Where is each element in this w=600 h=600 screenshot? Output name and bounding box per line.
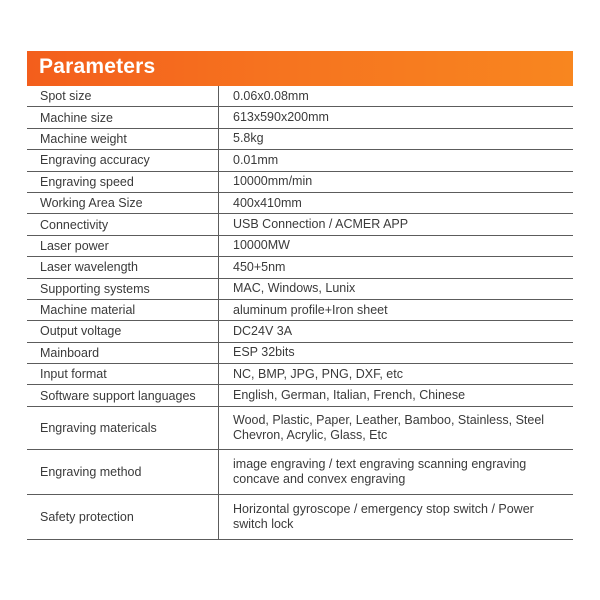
table-row: [27, 86, 573, 107]
row-label: Mainboard: [27, 343, 219, 363]
table-row: [27, 150, 573, 171]
row-value: DC24V 3A: [233, 323, 293, 338]
table-row: [27, 364, 573, 385]
row-label: Working Area Size: [27, 193, 219, 213]
table-row: [27, 407, 573, 450]
row-label: Engraving matericals: [27, 407, 219, 449]
row-label: Machine material: [27, 300, 219, 320]
row-label: Engraving method: [27, 450, 219, 494]
table-row: [27, 385, 573, 406]
row-value: 400x410mm: [233, 195, 302, 210]
row-value: 10000MW: [233, 238, 290, 253]
row-label: Spot size: [27, 86, 219, 106]
parameters-header: [27, 51, 573, 86]
row-value: image engraving / text engraving scanning engraving concave and convex engraving: [233, 456, 527, 486]
row-label: Safety protection: [27, 495, 219, 539]
table-row: [27, 321, 573, 342]
row-label: Engraving speed: [27, 172, 219, 192]
table-row: [27, 279, 573, 300]
row-value: 0.06x0.08mm: [233, 88, 309, 103]
row-value: 613x590x200mm: [233, 110, 329, 125]
row-value: English, German, Italian, French, Chinese: [233, 388, 466, 403]
parameters-table: [27, 86, 573, 540]
row-value: ESP 32bits: [233, 345, 295, 360]
row-label: Supporting systems: [27, 279, 219, 299]
row-label: Laser power: [27, 236, 219, 256]
row-label: Input format: [27, 364, 219, 384]
row-label: Laser wavelength: [27, 257, 219, 277]
row-value: NC, BMP, JPG, PNG, DXF, etc: [233, 366, 403, 381]
row-label: Machine size: [27, 107, 219, 127]
row-label: Engraving accuracy: [27, 150, 219, 170]
table-row: [27, 257, 573, 278]
row-label: Machine weight: [27, 129, 219, 149]
table-row: [27, 495, 573, 540]
table-row: [27, 129, 573, 150]
row-value: Wood, Plastic, Paper, Leather, Bamboo, Stainless, Steel Chevron, Acrylic, Glass, Etc: [233, 412, 545, 442]
table-row: [27, 450, 573, 495]
table-row: [27, 107, 573, 128]
table-row: [27, 236, 573, 257]
row-value: 0.01mm: [233, 152, 279, 167]
page-title: Parameters: [39, 55, 156, 78]
row-value: 5.8kg: [233, 131, 264, 146]
row-value: MAC, Windows, Lunix: [233, 281, 356, 296]
table-row: [27, 300, 573, 321]
table-row: [27, 172, 573, 193]
table-row: [27, 214, 573, 235]
row-value: USB Connection / ACMER APP: [233, 217, 409, 232]
table-row: [27, 343, 573, 364]
row-label: Connectivity: [27, 214, 219, 234]
row-label: Output voltage: [27, 321, 219, 341]
row-value: 450+5nm: [233, 259, 286, 274]
row-value: 10000mm/min: [233, 174, 313, 189]
row-value: Horizontal gyroscope / emergency stop switch / Power switch lock: [233, 501, 534, 531]
table-row: [27, 193, 573, 214]
row-value: aluminum profile+Iron sheet: [233, 302, 388, 317]
row-label: Software support languages: [27, 385, 219, 405]
